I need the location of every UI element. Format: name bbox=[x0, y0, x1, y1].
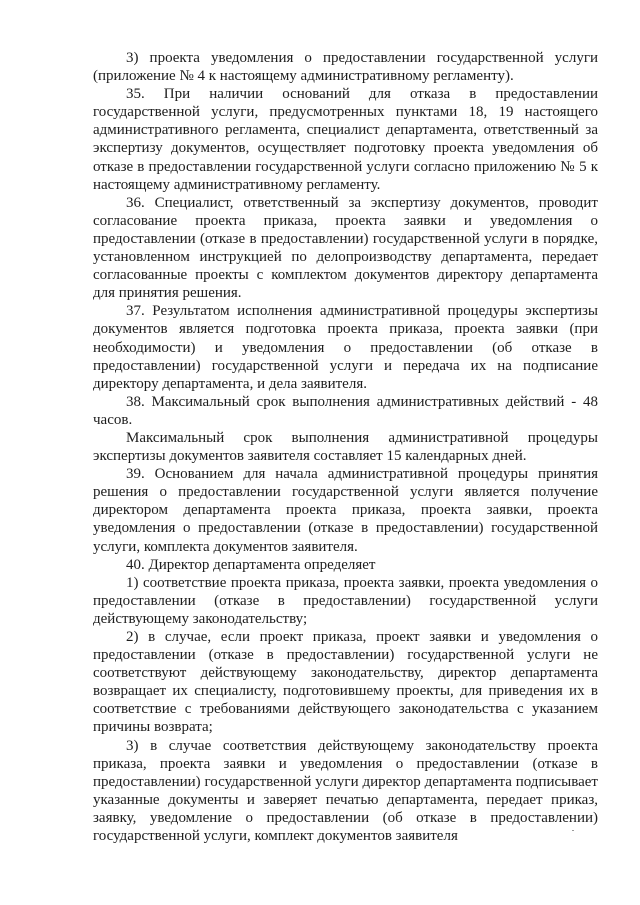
paragraph-38: 38. Максимальный срок выполнения административных действий - 48 часов. bbox=[93, 393, 598, 428]
document-page bbox=[93, 49, 598, 845]
scan-speck bbox=[572, 830, 574, 831]
paragraph-39: 39. Основанием для начала административной процедуры принятия решения о предоставлении государственной услуги является получение директором департамента проекта приказа, проекта заявки, проекта уведомления о предоставлении (отказе в предоставлении) государственной услуги, комплекта документов заявителя. bbox=[93, 466, 598, 555]
paragraph-item-3-project: 3) проекта уведомления о предоставлении государственной услуги (приложение № 4 к настоящему административному регламенту). bbox=[93, 50, 598, 85]
paragraph-36: 36. Специалист, ответственный за экспертизу документов, проводит согласование проекта приказа, проекта заявки и уведомления о предоставлении (отказе в предоставлении) государственной услуги в порядке, установленном инструкцией по делопроизводству департамента, передает согласованные проекты с комплектом документов директору департамента для принятия решения. bbox=[93, 194, 598, 302]
paragraph-40: 40. Директор департамента определяет bbox=[126, 556, 376, 573]
paragraph-35: 35. При наличии оснований для отказа в предоставлении государственной услуги, предусмотренных пунктами 18, 19 настоящего административного регламента, специалист департамента, ответственный за экспертизу документов, осуществляет подготовку проекта уведомления об отказе в предоставлении государственной услуги согласно приложению № 5 к настоящему административному регламенту. bbox=[93, 86, 598, 193]
paragraph-40-item-1: 1) соответствие проекта приказа, проекта заявки, проекта уведомления о предоставлении (отказе в предоставлении) государственной услуги действующему законодательству; bbox=[93, 574, 598, 627]
paragraph-max-term: Максимальный срок выполнения административной процедуры экспертизы документов заявителя составляет 15 календарных дней. bbox=[93, 429, 598, 465]
paragraph-40-item-2: 2) в случае, если проект приказа, проект заявки и уведомления о предоставлении (отказе в предоставлении) государственной услуги не соответствуют действующему законодательству, директор департамента возвращает их специалисту, подготовившему проекты, для приведения их в соответствие с требованиями действующего законодательства с указанием причины возврата; bbox=[93, 629, 598, 736]
paragraph-40-item-3: 3) в случае соответствия действующему законодательству проекта приказа, проекта заявки и уведомления о предоставлении (отказе в предоставлении) государственной услуги директор департамента подписывает указанные документы и заверяет печатью департамента, передает приказ, заявку, уведомление о предоставлении (об отказе в предоставлении) государственной услуги, комплект документов заявителя bbox=[93, 737, 598, 845]
paragraph-37: 37. Результатом исполнения административной процедуры экспертизы документов является подготовка проекта приказа, проекта заявки (при необходимости) и уведомления о предоставлении (об отказе в предоставлении) государственной услуги и передача их на подписание директору департамента, и дела заявителя. bbox=[93, 303, 598, 392]
